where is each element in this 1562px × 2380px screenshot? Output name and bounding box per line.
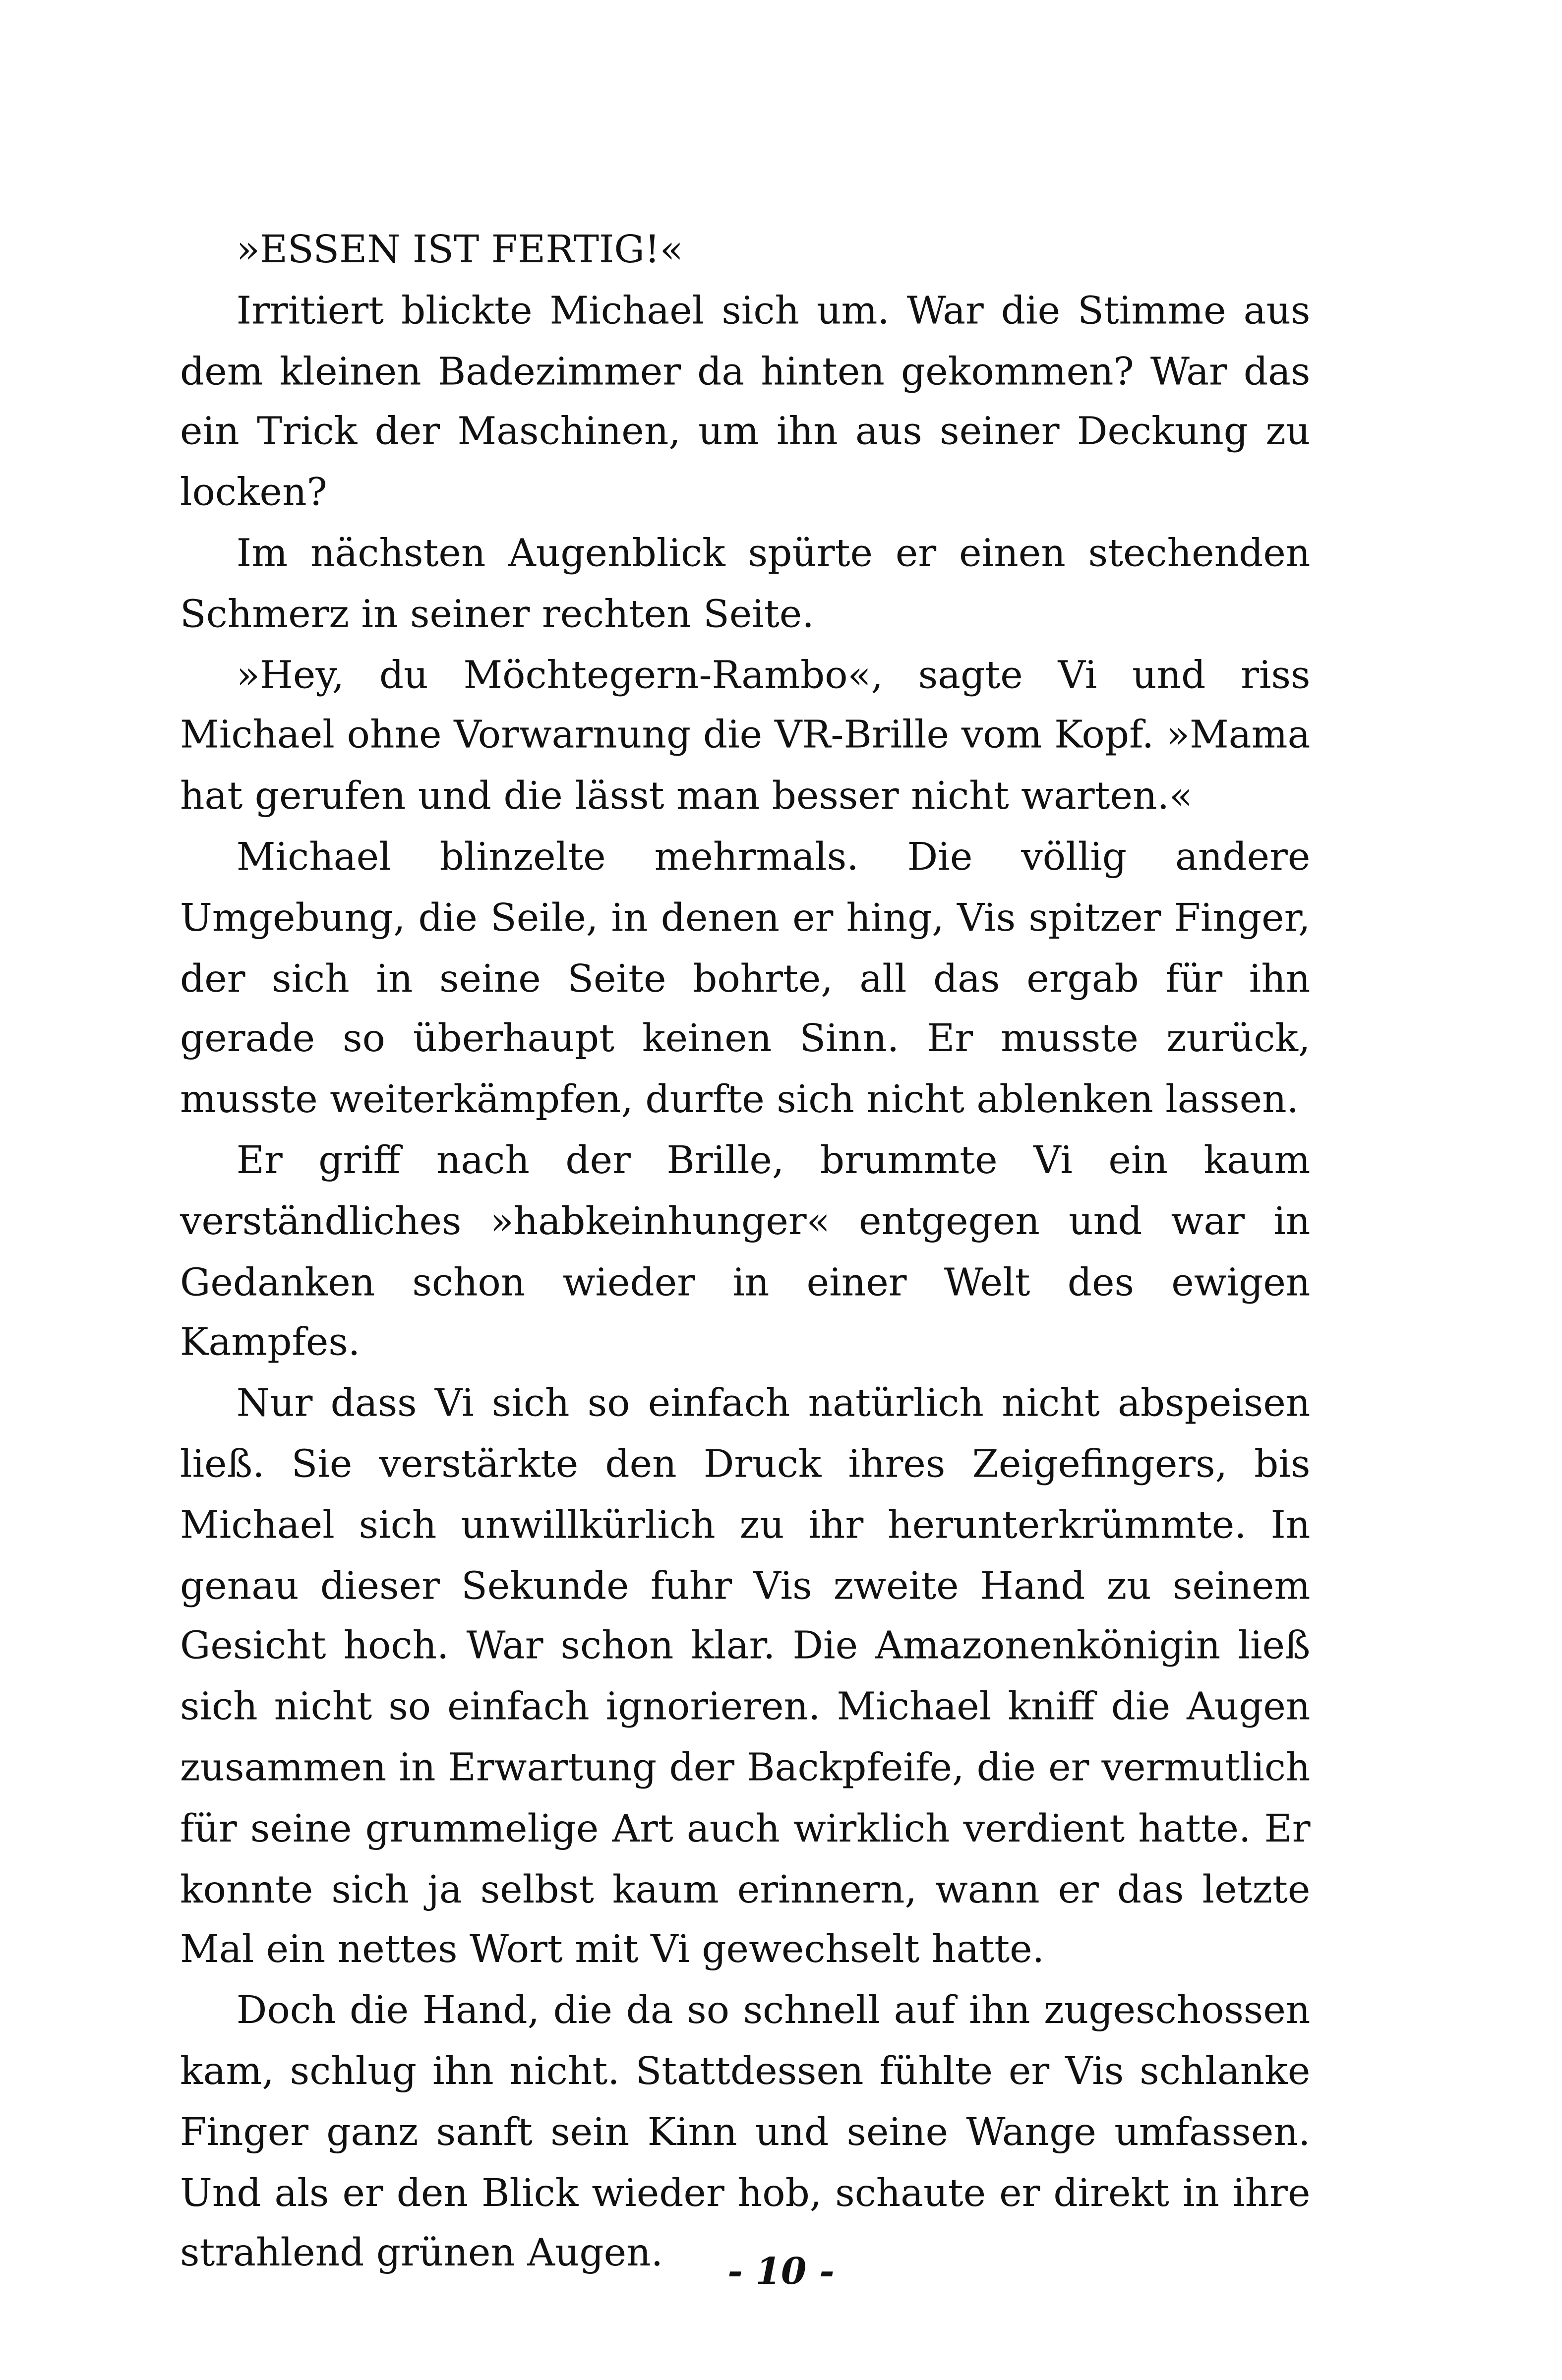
page-number: - 10 -: [727, 2249, 835, 2293]
paragraph: Nur dass Vi sich so einfach natürlich nicht abspeisen ließ. Sie verstärkte den Druck ihres Zeigefingers, bis Michael sich unwillkürlich zu ihr herunterkrümmte. In genau dieser Sekunde fuhr Vis zweite Hand zu seinem Gesicht hoch. War schon klar. Die Amazonenkönigin ließ sich nicht so einfach ignorieren. Michael kniff die Augen zusammen in Erwartung der Backpfeife, die er vermutlich für seine grummelige Art auch wirklich verdient hatte. Er konnte sich ja selbst kaum erinnern, wann er das letzte Mal ein nettes Wort mit Vi gewechselt hatte.: [180, 1381, 1311, 1972]
paragraph: »ESSEN IST FERTIG!«: [236, 227, 683, 272]
paragraph: Michael blinzelte mehrmals. Die völlig andere Umgebung, die Seile, in denen er hing, Vis spitzer Finger, der sich in seine Seite bohrte, all das ergab für ihn gerade so überhaupt keinen Sinn. Er musste zurück, musste weiterkämpfen, durfte sich nicht ablenken lassen.: [180, 834, 1311, 1122]
body-text: [180, 220, 1310, 2284]
paragraph: »Hey, du Möchtegern-Rambo«, sagte Vi und riss Michael ohne Vorwarnung die VR-Brille vom Kopf. »Mama hat gerufen und die lässt man besser nicht warten.«: [180, 652, 1311, 818]
paragraph: Er griff nach der Brille, brummte Vi ein kaum verständliches »habkeinhunger« entgegen und war in Gedanken schon wieder in einer Welt des ewigen Kampfes.: [180, 1138, 1311, 1365]
paragraph: Doch die Hand, die da so schnell auf ihn zugeschossen kam, schlug ihn nicht. Stattdessen fühlte er Vis schlanke Finger ganz sanft sein Kinn und seine Wange umfassen. Und als er den Blick wieder hob, schaute er direkt in ihre strahlend grünen Augen.: [180, 1988, 1311, 2275]
paragraph: Irritiert blickte Michael sich um. War die Stimme aus dem kleinen Badezimmer da hinten gekommen? War das ein Trick der Maschinen, um ihn aus seiner Deckung zu locken?: [180, 288, 1311, 515]
paragraph: Im nächsten Augenblick spürte er einen stechenden Schmerz in seiner rechten Seite.: [180, 531, 1311, 636]
